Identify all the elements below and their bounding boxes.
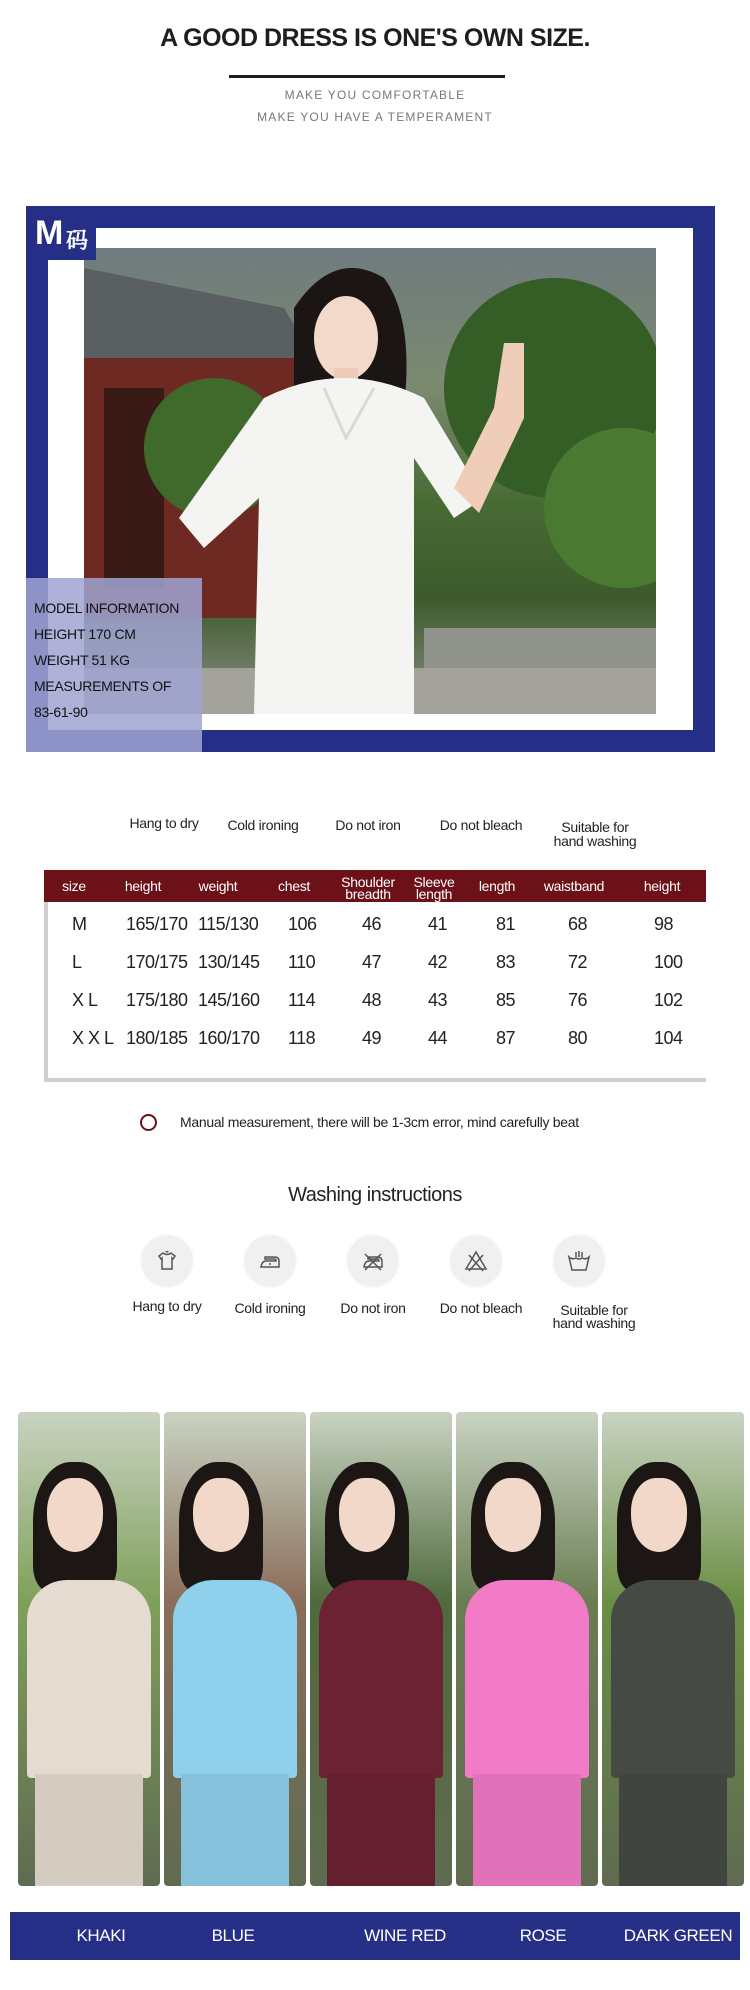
model-info-box — [26, 578, 202, 752]
table-cell: 80 — [568, 1028, 588, 1048]
size-table-header — [44, 870, 706, 902]
table-cell: 165/170 — [126, 914, 188, 934]
no-bleach-icon — [451, 1236, 501, 1286]
table-cell: 130/145 — [198, 952, 260, 972]
table-cell: 49 — [362, 1028, 382, 1048]
washing-title: Washing instructions — [288, 1184, 462, 1206]
color-label-khaki: KHAKI — [76, 1926, 126, 1945]
model-info-title: MODEL INFORMATION — [34, 600, 180, 616]
measurement-note: Manual measurement, there will be 1-3cm error, mind carefully beat — [180, 1114, 579, 1130]
wash-label-hang-to-dry: Hang to dry — [132, 1298, 202, 1314]
no-iron-icon — [348, 1236, 398, 1286]
color-label-blue: BLUE — [211, 1926, 255, 1945]
model-info-measurements: 83-61-90 — [34, 704, 88, 720]
color-label-wine-red: WINE RED — [364, 1926, 446, 1945]
color-photo-dark-green — [602, 1412, 744, 1886]
table-cell: L — [72, 952, 82, 972]
note-bullet-icon — [140, 1114, 157, 1131]
wash-label-cold-ironing: Cold ironing — [234, 1300, 306, 1316]
table-cell: 43 — [428, 990, 448, 1010]
table-cell: 160/170 — [198, 1028, 260, 1048]
col-height-2: height — [643, 878, 681, 894]
model-info-height: HEIGHT 170 CM — [34, 626, 136, 642]
col-size: size — [62, 878, 86, 894]
model-info-measurements-label: MEASUREMENTS OF — [34, 678, 172, 694]
care-label-do-not-bleach: Do not bleach — [439, 817, 523, 833]
col-weight: weight — [198, 878, 238, 894]
table-cell: 104 — [654, 1028, 683, 1048]
table-cell: 114 — [288, 990, 316, 1010]
hand-wash-icon — [554, 1236, 604, 1286]
table-cell: 47 — [362, 952, 382, 972]
table-cell: 100 — [654, 952, 683, 972]
headline-divider — [229, 75, 505, 78]
table-cell: 85 — [496, 990, 516, 1010]
table-cell: 106 — [288, 914, 317, 934]
table-cell: 68 — [568, 914, 588, 934]
wash-label-do-not-iron: Do not iron — [340, 1300, 406, 1316]
color-photo-wine-red — [310, 1412, 452, 1886]
table-cell: 83 — [496, 952, 516, 972]
size-tag — [26, 206, 96, 260]
subtitle-line-2: MAKE YOU HAVE A TEMPERAMENT — [257, 110, 493, 124]
col-length: length — [478, 878, 516, 894]
table-cell: 180/185 — [126, 1028, 188, 1048]
page-headline: A GOOD DRESS IS ONE'S OWN SIZE. — [160, 24, 590, 52]
col-shoulder-breadth: Shoulder breadth — [341, 874, 395, 902]
color-photo-khaki — [18, 1412, 160, 1886]
size-table-body — [44, 902, 706, 1082]
table-cell: 42 — [428, 952, 448, 972]
table-cell: 175/180 — [126, 990, 188, 1010]
table-cell: 44 — [428, 1028, 448, 1048]
col-waistband: waistband — [543, 878, 605, 894]
table-cell: X L — [72, 990, 98, 1010]
table-left-rule — [44, 902, 48, 1082]
color-label-rose: ROSE — [519, 1926, 567, 1945]
table-cell: 145/160 — [198, 990, 260, 1010]
table-cell: X X L — [72, 1028, 114, 1048]
table-cell: 102 — [654, 990, 683, 1010]
size-tag-letter: M — [35, 214, 64, 252]
care-label-cold-ironing: Cold ironing — [227, 817, 299, 833]
color-label-dark-green: DARK GREEN — [623, 1926, 733, 1945]
size-table — [44, 870, 706, 1082]
col-height: height — [124, 878, 162, 894]
wash-label-hand-wash: Suitable for hand washing — [552, 1302, 636, 1331]
table-cell: M — [72, 914, 87, 934]
table-cell: 115/130 — [198, 914, 259, 934]
table-cell: 87 — [496, 1028, 516, 1048]
table-cell: 46 — [362, 914, 382, 934]
col-chest: chest — [278, 878, 310, 894]
table-cell: 81 — [496, 914, 516, 934]
wash-label-do-not-bleach: Do not bleach — [439, 1300, 523, 1316]
care-label-hand-wash: Suitable for hand washing — [553, 819, 637, 849]
table-cell: 118 — [288, 1028, 316, 1048]
shirt-hanger-icon — [142, 1236, 192, 1286]
table-cell: 48 — [362, 990, 382, 1010]
table-cell: 98 — [654, 914, 674, 934]
color-photo-rose — [456, 1412, 598, 1886]
iron-icon — [245, 1236, 295, 1286]
size-tag-suffix: 码 — [66, 228, 89, 253]
table-cell: 170/175 — [126, 952, 188, 972]
care-label-hang-to-dry: Hang to dry — [129, 815, 199, 831]
table-cell: 76 — [568, 990, 588, 1010]
col-sleeve-length: Sleeve length — [413, 874, 455, 902]
color-photo-blue — [164, 1412, 306, 1886]
care-label-do-not-iron: Do not iron — [335, 817, 401, 833]
table-cell: 41 — [428, 914, 448, 934]
table-cell: 110 — [288, 952, 316, 972]
model-info-weight: WEIGHT 51 KG — [34, 652, 130, 668]
table-cell: 72 — [568, 952, 588, 972]
table-bottom-rule — [44, 1078, 706, 1082]
subtitle-line-1: MAKE YOU COMFORTABLE — [284, 88, 466, 102]
